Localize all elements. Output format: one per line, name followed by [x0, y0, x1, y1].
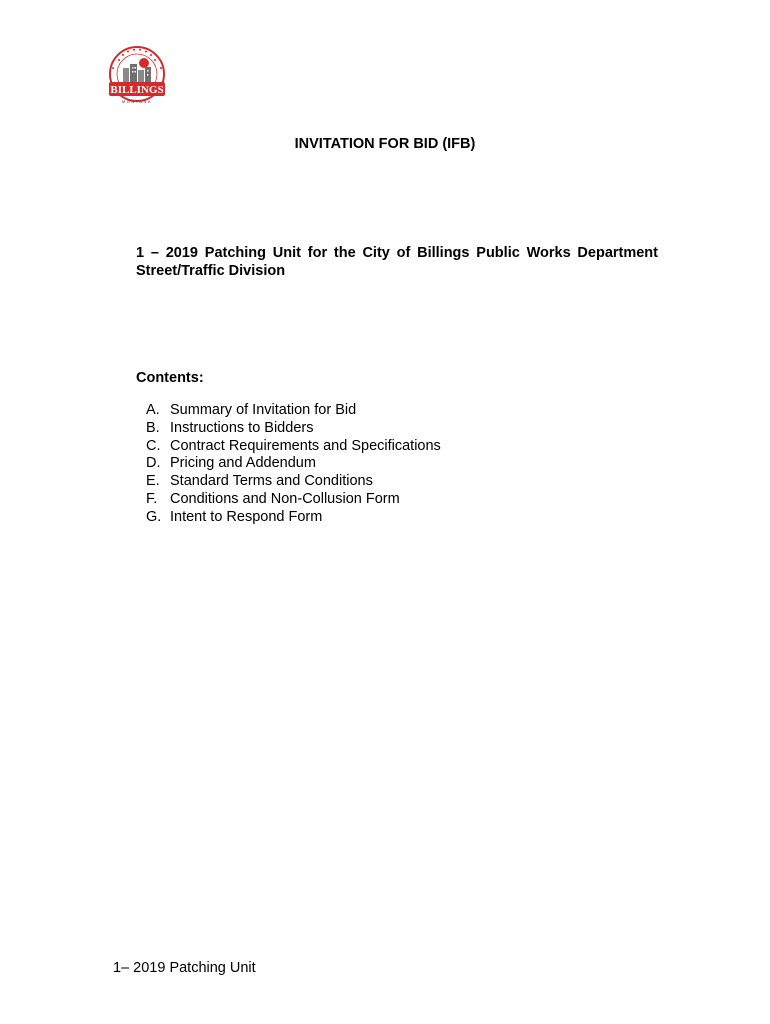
bid-subject-line-1: 1 – 2019 Patching Unit for the City of Billings Public Works Department	[136, 245, 658, 261]
contents-list	[146, 402, 441, 527]
contents-item-text: Standard Terms and Conditions	[170, 473, 373, 490]
contents-item-letter: D.	[146, 455, 161, 472]
page-footer: 1– 2019 Patching Unit	[113, 960, 256, 976]
contents-item	[146, 509, 441, 527]
contents-item	[146, 491, 441, 509]
contents-item-letter: C.	[146, 437, 161, 454]
document-title: INVITATION FOR BID (IFB)	[294, 136, 476, 152]
logo-wordmark: BILLINGS	[110, 84, 164, 96]
contents-item-letter: E.	[146, 473, 160, 490]
city-of-billings-logo	[106, 46, 168, 108]
contents-item-letter: B.	[146, 419, 160, 436]
bid-subject	[136, 244, 658, 280]
contents-item-text: Pricing and Addendum	[170, 455, 316, 472]
contents-item-text: Intent to Respond Form	[170, 508, 323, 525]
contents-item-text: Conditions and Non-Collusion Form	[170, 490, 400, 507]
contents-item-letter: G.	[146, 508, 162, 525]
contents-item-text: Instructions to Bidders	[170, 419, 314, 436]
contents-item-letter: F.	[146, 490, 158, 507]
bid-subject-line-2: Street/Traffic Division	[136, 263, 286, 279]
contents-item	[146, 473, 441, 491]
contents-item-text: Summary of Invitation for Bid	[170, 402, 357, 418]
contents-item-text: Contract Requirements and Specifications	[170, 437, 441, 454]
logo-tagline: MONTANA	[121, 99, 153, 104]
contents-item	[146, 420, 441, 438]
contents-item	[146, 438, 441, 456]
contents-item	[146, 455, 441, 473]
contents-item	[146, 402, 441, 420]
contents-heading: Contents:	[136, 370, 204, 386]
contents-item-letter: A.	[146, 402, 160, 418]
